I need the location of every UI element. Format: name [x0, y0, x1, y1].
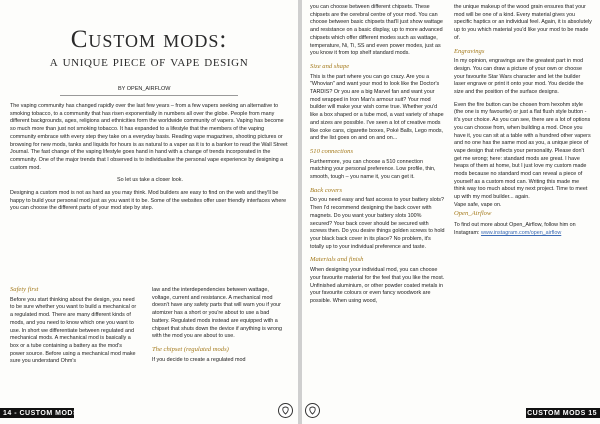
intro-paragraph: The vaping community has changed rapidly over the last few years – from a few vapers seeking an alternative to smoking tobacco, to a community that has risen exponentially in numbers all over the globe. People from many different backgrounds, ages, religions and ethnicities form the worldwide community of vapers. Vaping has become so much more than just not smoking tobacco. It has expanded to a lifestyle that the members of the vaping community embrace with every step they take on a everyday basis. Reading vape magazines, shooting pictures or browsing for new mods, tanks and liquids for hours is as natural to a vaper as it is to a banker to read the Wall Street Journal. The fast change of the vaping lifestyle goes hand in hand with a change of trends incorporated in the community. One of the major trends that I observed is to individualise the personal vape experience by designing a custom mod. [10, 103, 288, 171]
body-text: Even the fire button can be chosen from hexohm style (the one is my favourite) or just a flat flush style button - it's your choice. As you can see, there are a lot of options you can choose from, when building a mod. Once you have it, you can sit at a table with a hundred other vapers and no one has the same mod as you, a unique piece of vape design that reflects your personality. Please don't get me wrong; here: standard mods are great. I have heaps of them at home, but I just love my custom made mods because no standard mod can reveal a piece of yourself as a custom mod can. Writing this made me think way too much about my next project. Time to meet up with my mod builder... again. [454, 101, 591, 201]
heading-size-and-shape: Size and shape [310, 62, 350, 70]
byline-divider [60, 95, 238, 96]
body-text: When designing your individual mod, you can choose your favourite material for the feel that you like the most. Unfinished aluminium, or other powder coated metals in your favourite colours or even fancy woodwork are possible. When using wood, [310, 267, 445, 304]
body-text: the unique makeup of the wood grain ensures that your mod will be one of a kind. Every material gives you specific haptics or an individual feel. Again, it is absolutely up to you which material you'd like your mod to be made of. [454, 4, 592, 41]
body-text: This is the part where you can go crazy. Are you a "Whovian" and want your mod to look like the Doctor's TARDIS? Or you are a big Marvel fan and want your mod wrapped in Iron Man's armour suit? Your mod builder will make your wish come true. Whether you'd like a box shaped or a tube mod, a vast variety of shape and sizes are possible. I've seen a lot of creative mods like coke cans, cigarette boxes, Poké Balls, Lego mods, and the list goes on and on and on... [310, 73, 444, 142]
byline: BY OPEN_AIRFLOW [118, 86, 171, 92]
follow-label: To find out more about Open_Airflow, follow him on Instagram: [454, 222, 576, 236]
left-column-2 [152, 287, 288, 369]
body-text: you can choose between different chipsets. These chipsets are the cerebral centre of your mod. You can choose between basic chipsets that'll just show wattage and resistance on a basic display, up to more advanced chipsets which offer different modes such as wattage, temperature, Ni, Ti, SS and even power modes, just as you know it from top shelf standard mods. [310, 4, 443, 57]
heading-chipset: The chipset (regulated mods) [152, 345, 229, 353]
right-page [302, 0, 600, 424]
body-text: Furthermore, you can choose a 510 connection matching your personal preference. Low profile, thin, smooth, tough – you name it, you can get it. [310, 158, 436, 181]
intro-paragraph: Designing a custom mod is not as hard as you may think. Mod builders are easy to find on the web and they'll be happy to build your personal mod just as you want it to be. Some of the websites offer user friendly interfaces where you can choose the different parts of your mod step by step. [10, 190, 287, 212]
page-number-left: 14 - CUSTOM MODS [3, 410, 79, 417]
author-signoff: Open_Airflow [454, 209, 492, 217]
body-text: If you decide to create a regulated mod [152, 356, 246, 363]
left-page [0, 0, 298, 424]
intro-block [10, 103, 290, 218]
heading-engravings: Engravings [454, 47, 485, 55]
heading-510-connections: 510 connections [310, 147, 354, 155]
body-text: In my opinion, engravings are the greatest part in mod design. You can draw a picture of your own or choose your favourite Star Wars character and let the builder laser engrave or print it onto your mod. You decide the size and the position of the surface designs. [454, 58, 584, 96]
article-title: Custom mods: [70, 26, 228, 53]
signoff-line: Vape safe, vape on. [454, 201, 502, 208]
heading-back-covers: Back covers [310, 186, 343, 194]
right-column-2 [454, 4, 592, 243]
magazine-logo-icon [278, 403, 293, 418]
heading-materials-and-finish: Materials and finish [310, 256, 364, 264]
magazine-logo-icon [305, 403, 320, 418]
page-number-right: CUSTOM MODS 15 [527, 410, 597, 417]
intro-paragraph: So let us take a closer look. [117, 177, 183, 184]
article-subtitle: a unique piece of vape design [49, 54, 249, 70]
body-text: Do you need easy and fast access to your battery slots? Then I'd recommend designing the back cover with magnets. Do you want your battery slots 100% secured? Your back cover should be secured with screws then. Do you desire things golden screws to hold your black back cover in its place? No problem, it's totally up to your individual preference and taste. [310, 197, 445, 250]
body-text: Before you start thinking about the design, you need to be sure whether you want to build a mechanical or a regulated mod. There are many different kinds of mods, and you need to know which one you want to use. In short we differentiate between regulated and mechanical mods. A mechanical mod is basically a box or a tube containing a battery as the mod's power source. Before using a mechanical mod make sure you understand Ohm's [10, 296, 137, 365]
body-text: law and the interdependencies between wattage, voltage, current and resistance. A mechanical mod doesn't have any safety parts that will warn you if your atomizer has a short or you're about to use a bad battery. Regulated mods instead are equipped with a chipset that shuts down the device if anything is wrong with the mod you are about to use. [152, 287, 283, 340]
heading-safety-first: Safety first [10, 286, 39, 293]
right-column-1 [310, 4, 445, 311]
instagram-link[interactable]: www.instagram.com/open_airflow [480, 229, 562, 236]
follow-text [454, 222, 592, 237]
left-column-1 [10, 283, 138, 371]
